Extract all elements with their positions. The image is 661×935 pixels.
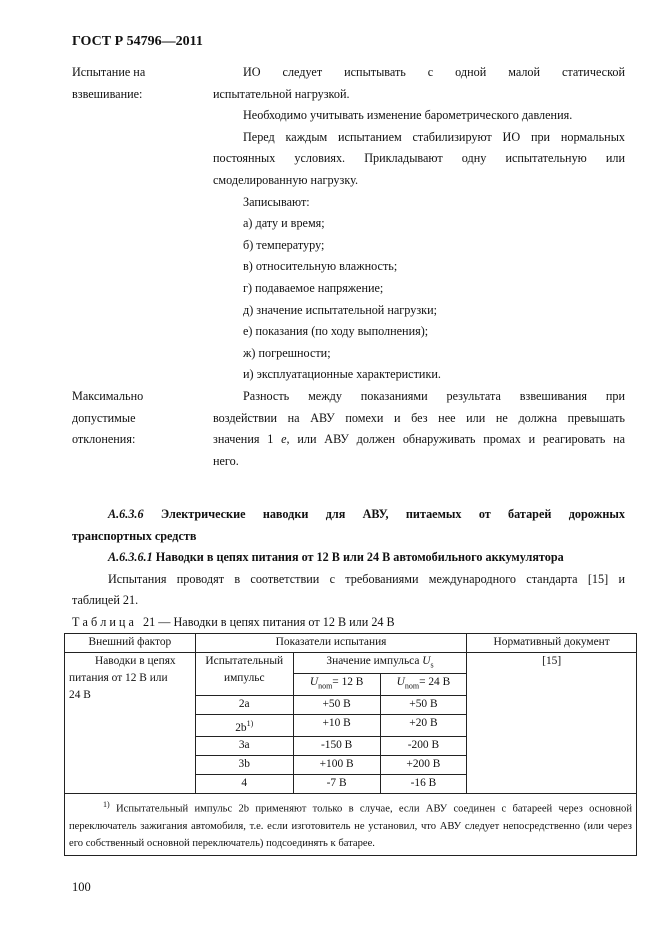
record-item: ж) погрешности; [243,345,331,360]
cell-pulse: 3b [195,756,293,775]
weighing-p3-line1: Перед каждым испытанием стабилизируют ИО при нормальных [243,129,625,144]
record-item: е) показания (по ходу выполнения); [243,324,429,339]
header-test-pulse-line1: Испытательный [205,655,284,667]
footnote-mark: 1) [103,800,110,810]
max-dev-line3 [213,429,625,451]
cell-pulse-text: 2b [235,721,247,734]
header-external-factor: Внешний фактор [65,634,196,653]
label-max-dev-line1: Максимально [72,389,144,403]
cell-v24: +20 В [380,714,467,737]
factor-line: 24 В [69,689,91,701]
header-u24 [380,674,467,695]
cell-v24: -16 В [380,775,467,794]
section-heading-line1 [108,504,625,526]
header-u24-val: = 24 В [419,676,451,689]
factor-line: Наводки в цепях [95,655,176,667]
footnote-text: Испытательный импульс 2b применяют только в случае, если АВУ соединен с батареей через основной переключатель зажигания автомобиля, т.е. если изготовитель не установил, что АВУ следует непосредственно (или через его собственный основной переключатель) подсоединять к батарее. [69,803,632,849]
record-item: и) эксплуатационные характеристики. [243,367,441,382]
max-dev-e-symbol: e [281,432,287,447]
max-dev-line2: воздействии на АВУ помехи и без нее или не должна превышать [213,410,625,425]
cell-v12: -7 В [293,775,380,794]
header-test-pulse-line2: импульс [223,672,265,684]
section-heading-line2: транспортных средств [72,528,197,543]
header-u12-val: = 12 В [332,676,364,689]
header-u12 [293,674,380,695]
label-weighing-test-line1: Испытание на [72,65,146,79]
table-caption-label: Т а б л и ц а [72,615,134,629]
record-item: б) температуру; [243,237,325,252]
header-u12-sub: nom [318,681,333,691]
cell-normative-ref: [15] [467,653,637,794]
header-pulse-value-text: Значение импульса [326,655,423,667]
cell-pulse: 2а [195,695,293,714]
subsection-number: А.6.3.6.1 [108,550,153,565]
page-number: 100 [72,880,91,894]
max-dev-line3-pre: значения 1 [213,432,282,447]
cell-pulse: 4 [195,775,293,794]
cell-v12: +100 В [293,756,380,775]
section-para-line1: Испытания проводят в соответствии с требованиями международного стандарта [15] и [108,571,625,586]
cell-v24: -200 В [380,737,467,756]
record-item: д) значение испытательной нагрузки; [243,302,437,317]
table-footnote [65,794,637,856]
header-normative-document: Нормативный документ [467,634,637,653]
header-u24-sub: nom [404,681,420,691]
label-weighing-test-line2: взвешивание: [72,86,143,101]
cell-pulse: 3а [195,737,293,756]
record-item: г) подаваемое напряжение; [243,281,384,295]
weighing-p3-line3: смоделированную нагрузку. [213,173,358,187]
weighing-p1-line2: испытательной нагрузкой. [213,86,350,101]
factor-line: питания от 12 В или [69,672,168,684]
max-dev-line3-post: , или АВУ должен обнаруживать промах и реагировать на [286,432,625,447]
header-pulse-value-var: U [422,655,431,667]
label-max-dev-line2: допустимые [72,410,136,425]
header-pulse-value [293,653,467,674]
document-header: ГОСТ Р 54796—2011 [72,34,203,49]
cell-v12: +10 В [293,714,380,737]
record-intro: Записывают: [243,194,310,209]
record-item: в) относительную влажность; [243,259,398,274]
cell-v24: +50 В [380,695,467,714]
subsection-title: Наводки в цепях питания от 12 В или 24 В автомобильного аккумулятора [155,550,564,565]
cell-external-factor [65,653,196,794]
weighing-p2: Необходимо учитывать изменение барометрического давления. [243,108,573,123]
header-u24-var: U [396,676,405,689]
weighing-p1-line1: ИО следует испытывать с одной малой статической [243,65,625,79]
header-u12-var: U [309,676,319,689]
table-caption-text: 21 — Наводки в цепях питания от 12 В или 24 В [143,615,395,629]
label-max-dev-line3: отклонения: [72,432,136,447]
section-title-line1: Электрические наводки для АВУ, питаемых от батарей дорожных [160,507,625,521]
max-dev-line4: него. [213,453,239,468]
header-pulse-value-sub: s [430,660,434,670]
record-item: а) дату и время; [243,216,325,231]
cell-pulse [195,714,293,737]
cell-v12: +50 В [293,695,380,714]
section-number: А.6.3.6 [108,507,144,521]
cell-v24: +200 В [380,756,467,775]
weighing-p3-line2: постоянных условиях. Прикладывают одну испытательную или [213,151,625,166]
max-dev-line1: Разность между показаниями результата взвешивания при [243,389,625,403]
section-para-line2: таблицей 21. [72,593,139,608]
table-caption [72,612,395,634]
cell-v12: -150 В [293,737,380,756]
header-test-pulse [195,653,293,696]
cell-pulse-footnote-mark: 1) [246,718,254,728]
header-test-indicators: Показатели испытания [195,634,467,653]
subsection-heading [108,547,564,569]
table-21 [64,633,637,856]
